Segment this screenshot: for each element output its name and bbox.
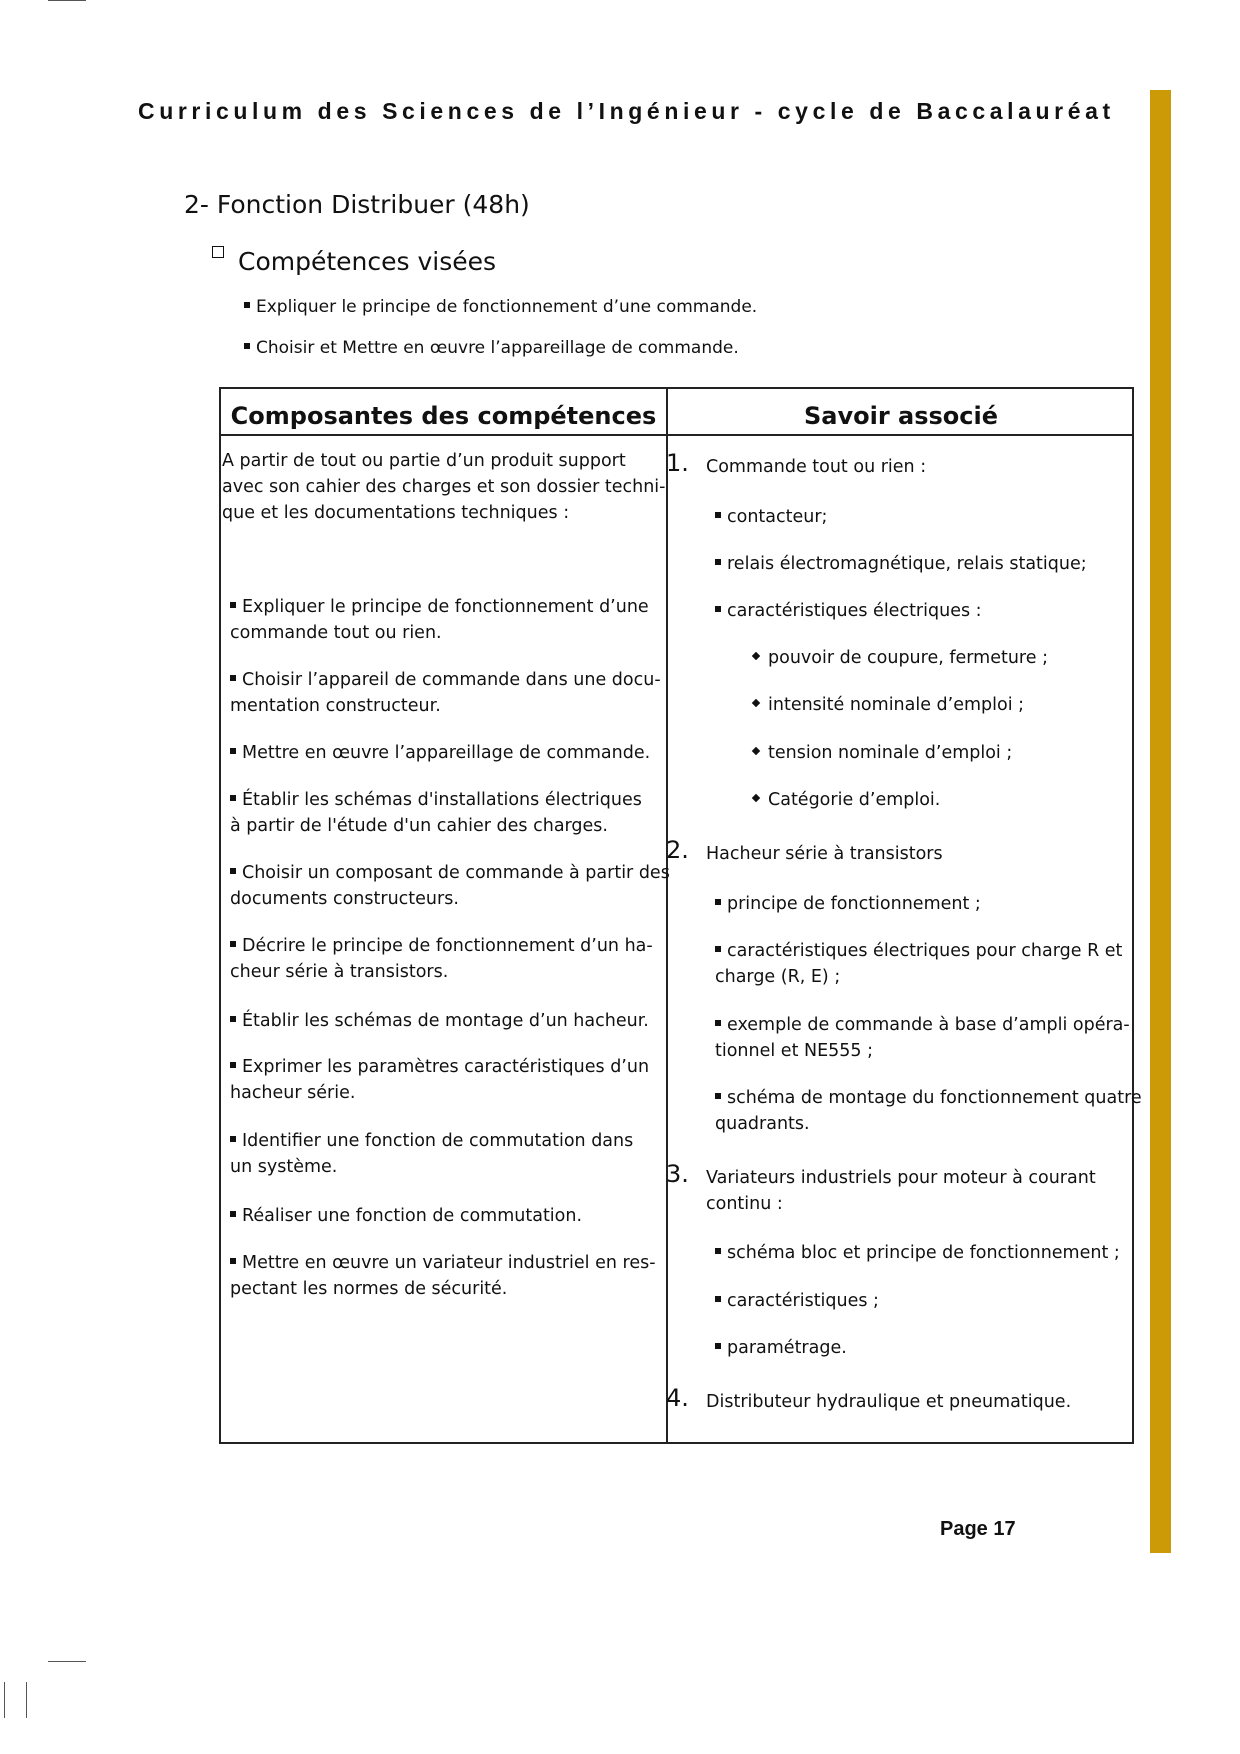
savoir-item: contacteur; — [715, 504, 827, 530]
savoir-item: exemple de commande à base d’ampli opéra- tionnel et NE555 ; — [715, 1012, 1130, 1064]
savoir-subitem: tension nominale d’emploi ; — [753, 740, 1012, 766]
savoir-subitem: pouvoir de coupure, fermeture ; — [753, 645, 1048, 671]
left-item: Établir les schémas d'installations électriques à partir de l'étude d'un cahier des charges. — [230, 787, 642, 839]
crop-mark-top — [48, 0, 86, 1]
competences-heading-text: Compétences visées — [238, 247, 497, 276]
left-item: Réaliser une fonction de commutation. — [230, 1203, 582, 1229]
section-number: 2. — [666, 836, 689, 864]
crop-mark-left-2 — [26, 1682, 27, 1718]
column-header-composantes: Composantes des compétences — [230, 402, 657, 430]
side-accent-bar — [1150, 90, 1171, 1553]
left-item: Exprimer les paramètres caractéristiques d’un hacheur série. — [230, 1054, 649, 1106]
section-title: 2- Fonction Distribuer (48h) — [184, 190, 530, 219]
savoir-item: principe de fonctionnement ; — [715, 891, 981, 917]
competence-item: Choisir et Mettre en œuvre l’appareillage de commande. — [244, 338, 739, 358]
savoir-item: relais électromagnétique, relais statique; — [715, 551, 1087, 577]
left-item: Identifier une fonction de commutation dans un système. — [230, 1128, 633, 1180]
page-number: Page 17 — [940, 1518, 1016, 1540]
page-header: Curriculum des Sciences de l’Ingénieur - cycle de Baccalauréat — [138, 98, 1115, 124]
savoir-item: caractéristiques ; — [715, 1288, 879, 1314]
table-header-divider — [219, 434, 1134, 436]
section-number: 4. — [666, 1384, 689, 1412]
crop-mark-left-1 — [4, 1682, 5, 1718]
savoir-section-title: Distributeur hydraulique et pneumatique. — [706, 1392, 1072, 1412]
competence-item: Expliquer le principe de fonctionnement d’une commande. — [244, 297, 757, 317]
crop-mark-bottom — [48, 1661, 86, 1662]
left-item: Choisir l’appareil de commande dans une docu- mentation constructeur. — [230, 667, 661, 719]
savoir-subitem: Catégorie d’emploi. — [753, 787, 940, 813]
competences-heading — [212, 246, 496, 276]
section-number: 1. — [666, 449, 689, 477]
savoir-item: schéma de montage du fonctionnement quatre quadrants. — [715, 1085, 1142, 1137]
section-number: 3. — [666, 1160, 689, 1188]
savoir-section-title: Variateurs industriels pour moteur à courant continu : — [706, 1168, 1096, 1214]
left-item: Expliquer le principe de fonctionnement d’une commande tout ou rien. — [230, 594, 649, 646]
square-bullet-icon — [212, 246, 224, 258]
savoir-subitem: intensité nominale d’emploi ; — [753, 692, 1024, 718]
savoir-item: caractéristiques électriques : — [715, 598, 982, 624]
left-intro: A partir de tout ou partie d’un produit support avec son cahier des charges et son dossier techni- que et les documentations techniques : — [222, 451, 666, 523]
left-item: Établir les schémas de montage d’un hacheur. — [230, 1008, 649, 1034]
savoir-item: paramétrage. — [715, 1335, 847, 1361]
savoir-item: schéma bloc et principe de fonctionnement ; — [715, 1240, 1120, 1266]
left-item: Décrire le principe de fonctionnement d’un ha- cheur série à transistors. — [230, 933, 653, 985]
table-column-divider — [666, 387, 668, 1444]
savoir-item: caractéristiques électriques pour charge R et charge (R, E) ; — [715, 938, 1122, 990]
left-item: Mettre en œuvre l’appareillage de commande. — [230, 740, 650, 766]
savoir-section-title: Hacheur série à transistors — [706, 844, 943, 864]
savoir-section-title: Commande tout ou rien : — [706, 457, 927, 477]
column-header-savoir: Savoir associé — [803, 402, 998, 430]
left-item: Choisir un composant de commande à partir des documents constructeurs. — [230, 860, 670, 912]
left-item: Mettre en œuvre un variateur industriel en res- pectant les normes de sécurité. — [230, 1250, 656, 1302]
